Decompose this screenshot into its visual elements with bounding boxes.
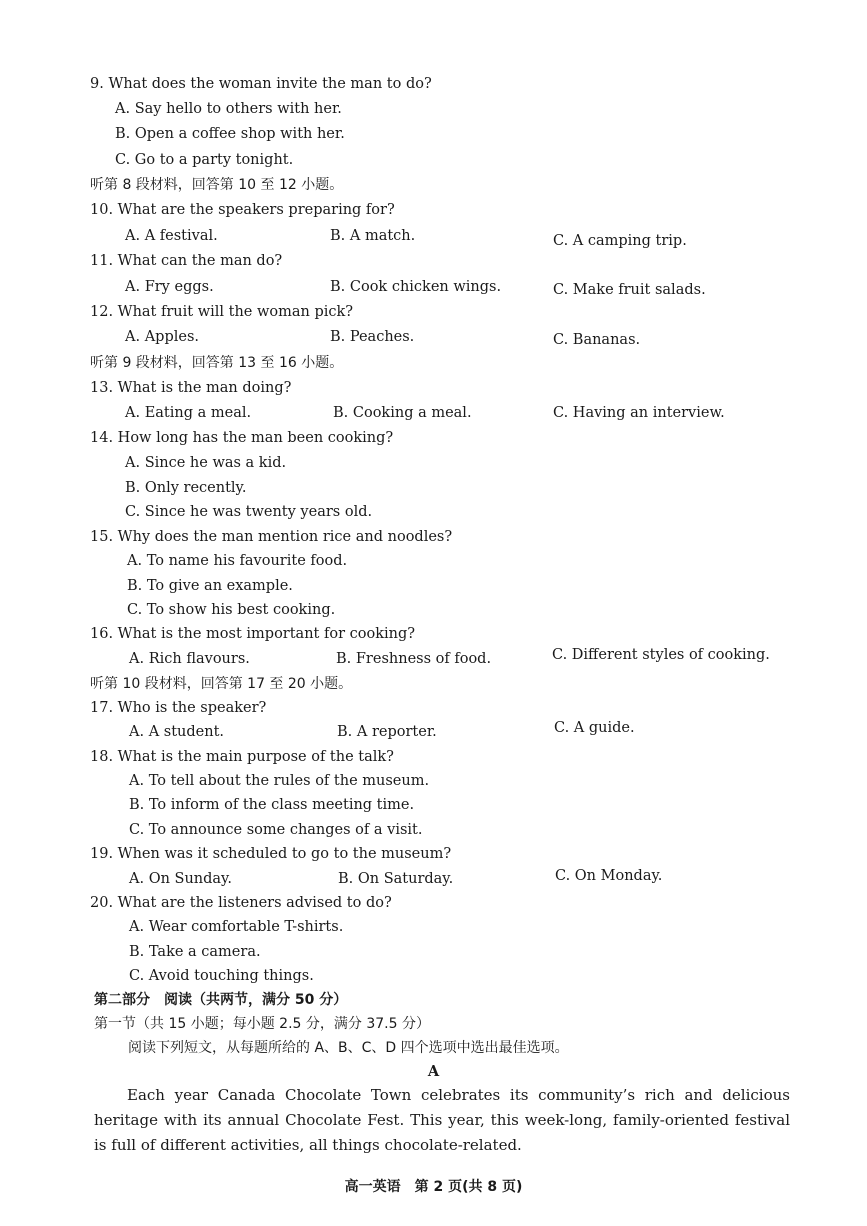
question-10-option-c: C. A camping trip.	[553, 233, 687, 249]
question-17-option-b: B. A reporter.	[337, 724, 437, 740]
question-13-stem	[90, 378, 291, 398]
question-number: 10.	[90, 202, 114, 218]
question-17-option-c: C. A guide.	[554, 720, 635, 736]
reading-instruction: 阅读下列短文，从每题所给的 A、B、C、D 四个选项中选出最佳选项。	[128, 1040, 569, 1056]
question-19-option-a: A. On Sunday.	[129, 871, 232, 887]
question-15-option-b: B. To give an example.	[127, 578, 293, 594]
passage-label: A	[427, 1063, 440, 1080]
question-20-option-c: C. Avoid touching things.	[129, 968, 314, 984]
question-18-option-a: A. To tell about the rules of the museum.	[129, 773, 430, 789]
section-8-heading: 听第 8 段材料，回答第 10 至 12 小题。	[90, 177, 344, 193]
question-14-option-a: A. Since he was a kid.	[125, 455, 287, 471]
question-text: What is the main purpose of the talk?	[117, 749, 394, 765]
question-number: 15.	[90, 529, 114, 545]
question-11-option-c: C. Make fruit salads.	[553, 282, 706, 298]
question-text: What is the most important for cooking?	[117, 626, 416, 642]
question-number: 9.	[90, 76, 104, 92]
question-number: 18.	[90, 749, 114, 765]
question-18-option-b: B. To inform of the class meeting time.	[129, 797, 415, 813]
question-text: What are the speakers preparing for?	[117, 202, 395, 218]
question-19-option-c: C. On Monday.	[555, 868, 663, 884]
question-11-stem	[90, 251, 282, 271]
question-number: 14.	[90, 430, 114, 446]
question-10-option-a: A. A festival.	[125, 228, 218, 244]
question-11-option-a: A. Fry eggs.	[125, 279, 214, 295]
question-12-option-c: C. Bananas.	[553, 332, 641, 348]
question-text: What does the woman invite the man to do?	[108, 76, 432, 92]
question-number: 17.	[90, 700, 114, 716]
question-10-stem	[90, 200, 395, 220]
question-14-stem	[90, 428, 393, 448]
page-footer: 高一英语 第 2 页(共 8 页)	[344, 1179, 523, 1195]
question-9-stem	[90, 74, 432, 94]
passage-paragraph: Each year Canada Chocolate Town celebrates its community’s rich and delicious heritage with its annual Chocolate Fest. This year, this week-long, family-oriented festival is full of different activities, all things chocolate-related.	[94, 1086, 790, 1154]
question-12-option-b: B. Peaches.	[330, 329, 415, 345]
question-18-stem	[90, 747, 394, 767]
question-9-option-a: A. Say hello to others with her.	[115, 101, 342, 117]
question-19-stem	[90, 844, 451, 864]
question-16-stem	[90, 624, 415, 644]
question-10-option-b: B. A match.	[330, 228, 416, 244]
question-13-option-c: C. Having an interview.	[553, 405, 725, 421]
question-17-stem	[90, 698, 266, 718]
question-16-option-b: B. Freshness of food.	[336, 651, 492, 667]
question-text: How long has the man been cooking?	[117, 430, 394, 446]
question-text: When was it scheduled to go to the museum?	[117, 846, 452, 862]
question-17-option-a: A. A student.	[129, 724, 225, 740]
question-16-option-c: C. Different styles of cooking.	[552, 647, 770, 663]
question-14-option-b: B. Only recently.	[125, 480, 247, 496]
passage-a	[94, 1083, 790, 1158]
question-text: What can the man do?	[117, 253, 283, 269]
question-20-option-b: B. Take a camera.	[129, 944, 261, 960]
section-one-heading: 第一节（共 15 小题；每小题 2.5 分，满分 37.5 分）	[94, 1016, 430, 1032]
question-11-option-b: B. Cook chicken wings.	[330, 279, 502, 295]
question-12-stem	[90, 302, 353, 322]
question-15-option-c: C. To show his best cooking.	[127, 602, 336, 618]
question-number: 19.	[90, 846, 114, 862]
question-9-option-b: B. Open a coffee shop with her.	[115, 126, 345, 142]
question-14-option-c: C. Since he was twenty years old.	[125, 504, 373, 520]
question-text: Why does the man mention rice and noodles?	[117, 529, 453, 545]
question-number: 20.	[90, 895, 114, 911]
question-12-option-a: A. Apples.	[125, 329, 199, 345]
question-19-option-b: B. On Saturday.	[338, 871, 454, 887]
question-text: Who is the speaker?	[117, 700, 267, 716]
part-two-title: 第二部分 阅读（共两节，满分 50 分）	[94, 992, 348, 1008]
question-20-stem	[90, 893, 392, 913]
question-text: What is the man doing?	[117, 380, 292, 396]
section-10-heading: 听第 10 段材料，回答第 17 至 20 小题。	[90, 676, 353, 692]
question-text: What are the listeners advised to do?	[117, 895, 392, 911]
question-13-option-b: B. Cooking a meal.	[333, 405, 472, 421]
section-9-heading: 听第 9 段材料，回答第 13 至 16 小题。	[90, 355, 344, 371]
question-20-option-a: A. Wear comfortable T-shirts.	[129, 919, 344, 935]
question-18-option-c: C. To announce some changes of a visit.	[129, 822, 423, 838]
question-text: What fruit will the woman pick?	[117, 304, 354, 320]
question-15-stem	[90, 527, 452, 547]
question-number: 11.	[90, 253, 114, 269]
question-number: 16.	[90, 626, 114, 642]
question-9-option-c: C. Go to a party tonight.	[115, 152, 294, 168]
question-15-option-a: A. To name his favourite food.	[127, 553, 348, 569]
question-13-option-a: A. Eating a meal.	[125, 405, 252, 421]
question-16-option-a: A. Rich flavours.	[129, 651, 250, 667]
question-number: 13.	[90, 380, 114, 396]
question-number: 12.	[90, 304, 114, 320]
